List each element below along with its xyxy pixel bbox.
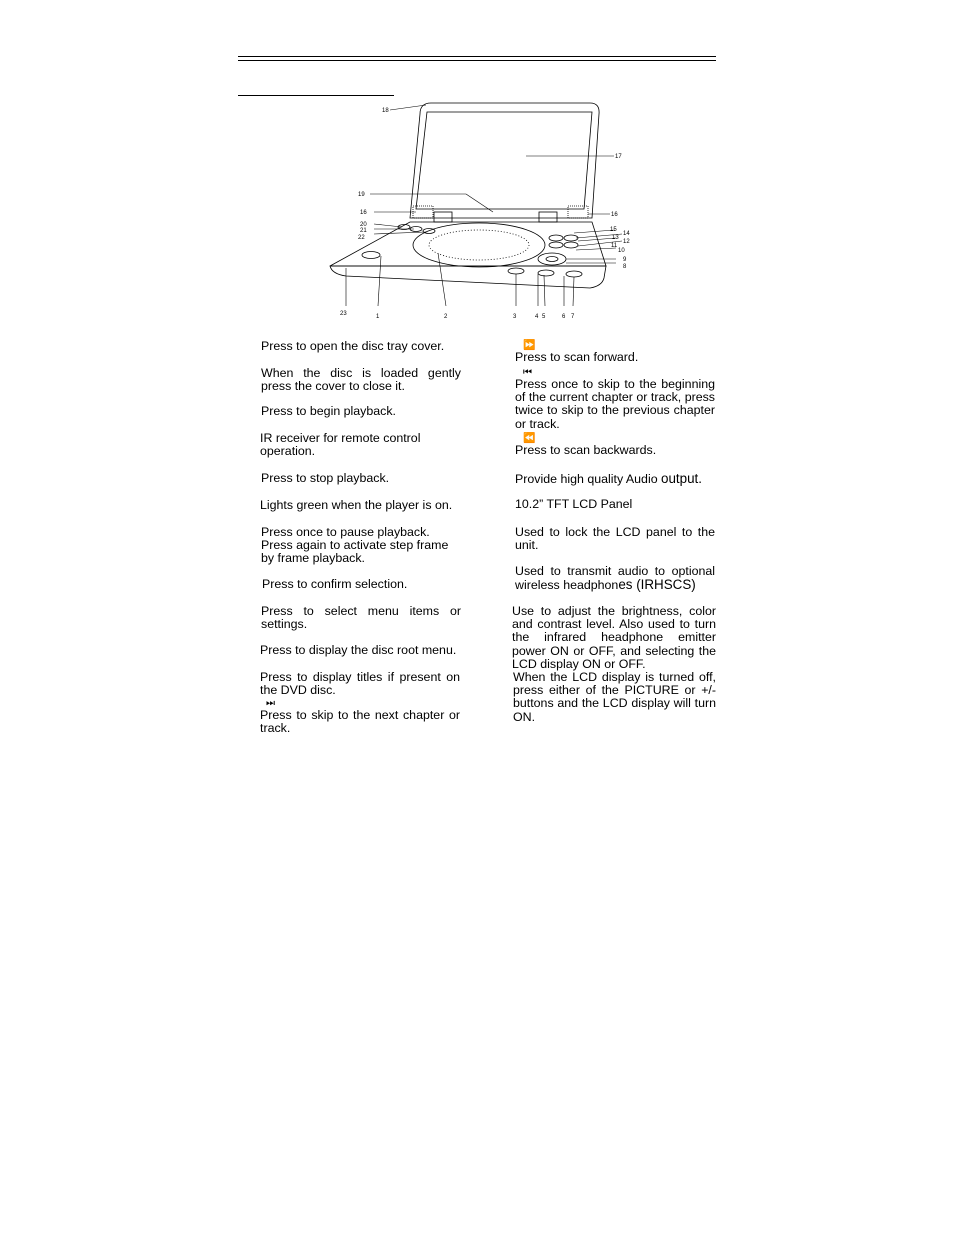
- callout-6: 6: [562, 314, 566, 320]
- desc-3-play: Press to begin playback.: [261, 404, 396, 418]
- callout-3: 3: [513, 314, 517, 320]
- callout-12: 12: [623, 239, 630, 245]
- desc-15-text: Press to scan backwards.: [515, 443, 657, 457]
- skip-next-icon: ⏭: [266, 698, 274, 709]
- desc-8-enter: Press to confirm selection.: [262, 577, 408, 591]
- callout-5: 5: [542, 314, 546, 320]
- callout-15: 15: [610, 227, 617, 233]
- dvd-player-diagram: [326, 98, 646, 324]
- left-hinge: [434, 212, 452, 222]
- desc-1-open-cover: Press to open the disc tray cover.: [261, 339, 445, 353]
- callout-8: 8: [623, 264, 627, 270]
- desc-16-text-b: output.: [661, 471, 702, 486]
- callout-16-left: 16: [360, 210, 367, 216]
- desc-12-next: [260, 698, 460, 735]
- callout-9: 9: [623, 257, 627, 263]
- callout-20: 20: [360, 222, 367, 228]
- desc-9-menu-items: Press to select menu items or settings.: [261, 604, 461, 632]
- desc-11-titles: Press to display titles if present on the DVD disc.: [260, 670, 460, 698]
- desc-6-power-led: Lights green when the player is on.: [260, 498, 453, 512]
- base-front-outline: [330, 266, 606, 288]
- desc-20-picture: Use to adjust the brightness, color and contrast level. Also used to turn the infrared headphone emitter power ON or OFF, and selecting the LCD display ON or OFF.: [512, 604, 716, 671]
- callout-7: 7: [571, 314, 575, 320]
- callout-23: 23: [340, 311, 347, 317]
- callout-11: 11: [611, 243, 618, 249]
- desc-2-close-cover: When the disc is loaded gently press the cover to close it.: [261, 366, 461, 394]
- desc-14-previous: [515, 367, 715, 431]
- desc-18-lock: Used to lock the LCD panel to the unit.: [515, 525, 715, 553]
- fast-forward-icon: ⏩: [523, 340, 535, 351]
- callout-21: 21: [360, 228, 367, 234]
- desc-7-pause: Press once to pause playback. Press again to activate step frame by frame playback.: [261, 525, 449, 566]
- desc-15-scan-backward: [515, 433, 715, 457]
- header-rule-top: [238, 56, 716, 57]
- desc-4-ir-receiver: IR receiver for remote control operation.: [260, 431, 421, 459]
- callout-2: 2: [444, 314, 448, 320]
- right-hinge: [539, 212, 557, 222]
- desc-16-audio: [515, 472, 715, 486]
- disc-tray: [413, 223, 545, 267]
- callout-1: 1: [376, 314, 380, 320]
- lid-outline: [410, 103, 599, 218]
- desc-13-text: Press to scan forward.: [515, 350, 639, 364]
- navigation-pad: [538, 253, 566, 265]
- desc-19-text-b: es (IRHSCS): [618, 577, 696, 593]
- desc-14-text: Press once to skip to the beginning of the current chapter or track, press twice to skip to the previous chapter or track.: [515, 377, 715, 431]
- right-speaker-grille: [568, 206, 588, 218]
- callout-18-top: 18: [382, 108, 389, 114]
- rewind-icon: ⏪: [523, 433, 535, 444]
- desc-17-lcd-panel: 10.2” TFT LCD Panel: [515, 497, 633, 511]
- lcd-screen-frame: [416, 112, 592, 209]
- callout-19: 19: [358, 192, 365, 198]
- callout-14: 14: [623, 231, 630, 237]
- callout-4: 4: [535, 314, 539, 320]
- callout-16-right: 16: [611, 212, 618, 218]
- desc-19-text-a: Used to transmit audio to optional wireless headphon: [515, 564, 715, 593]
- desc-5-stop: Press to stop playback.: [261, 471, 390, 485]
- section-title-underline: [238, 95, 394, 96]
- desc-21-lcd-off: When the LCD display is turned off, press either of the PICTURE or +/- buttons and the LCD display will turn ON.: [513, 670, 716, 724]
- desc-19-headphone-tx: [515, 565, 715, 592]
- desc-12-text: Press to skip to the next chapter or track.: [260, 708, 460, 736]
- desc-10-root-menu: Press to display the disc root menu.: [260, 643, 457, 657]
- callout-17: 17: [615, 154, 622, 160]
- desc-13-scan-forward: [515, 340, 715, 364]
- callout-13: 13: [612, 235, 619, 241]
- header-rule-bottom: [238, 60, 716, 61]
- skip-previous-icon: ⏮: [523, 367, 531, 378]
- desc-16-text-a: Provide high quality Audio: [515, 472, 662, 486]
- callout-22: 22: [358, 235, 365, 241]
- callout-10: 10: [618, 248, 625, 254]
